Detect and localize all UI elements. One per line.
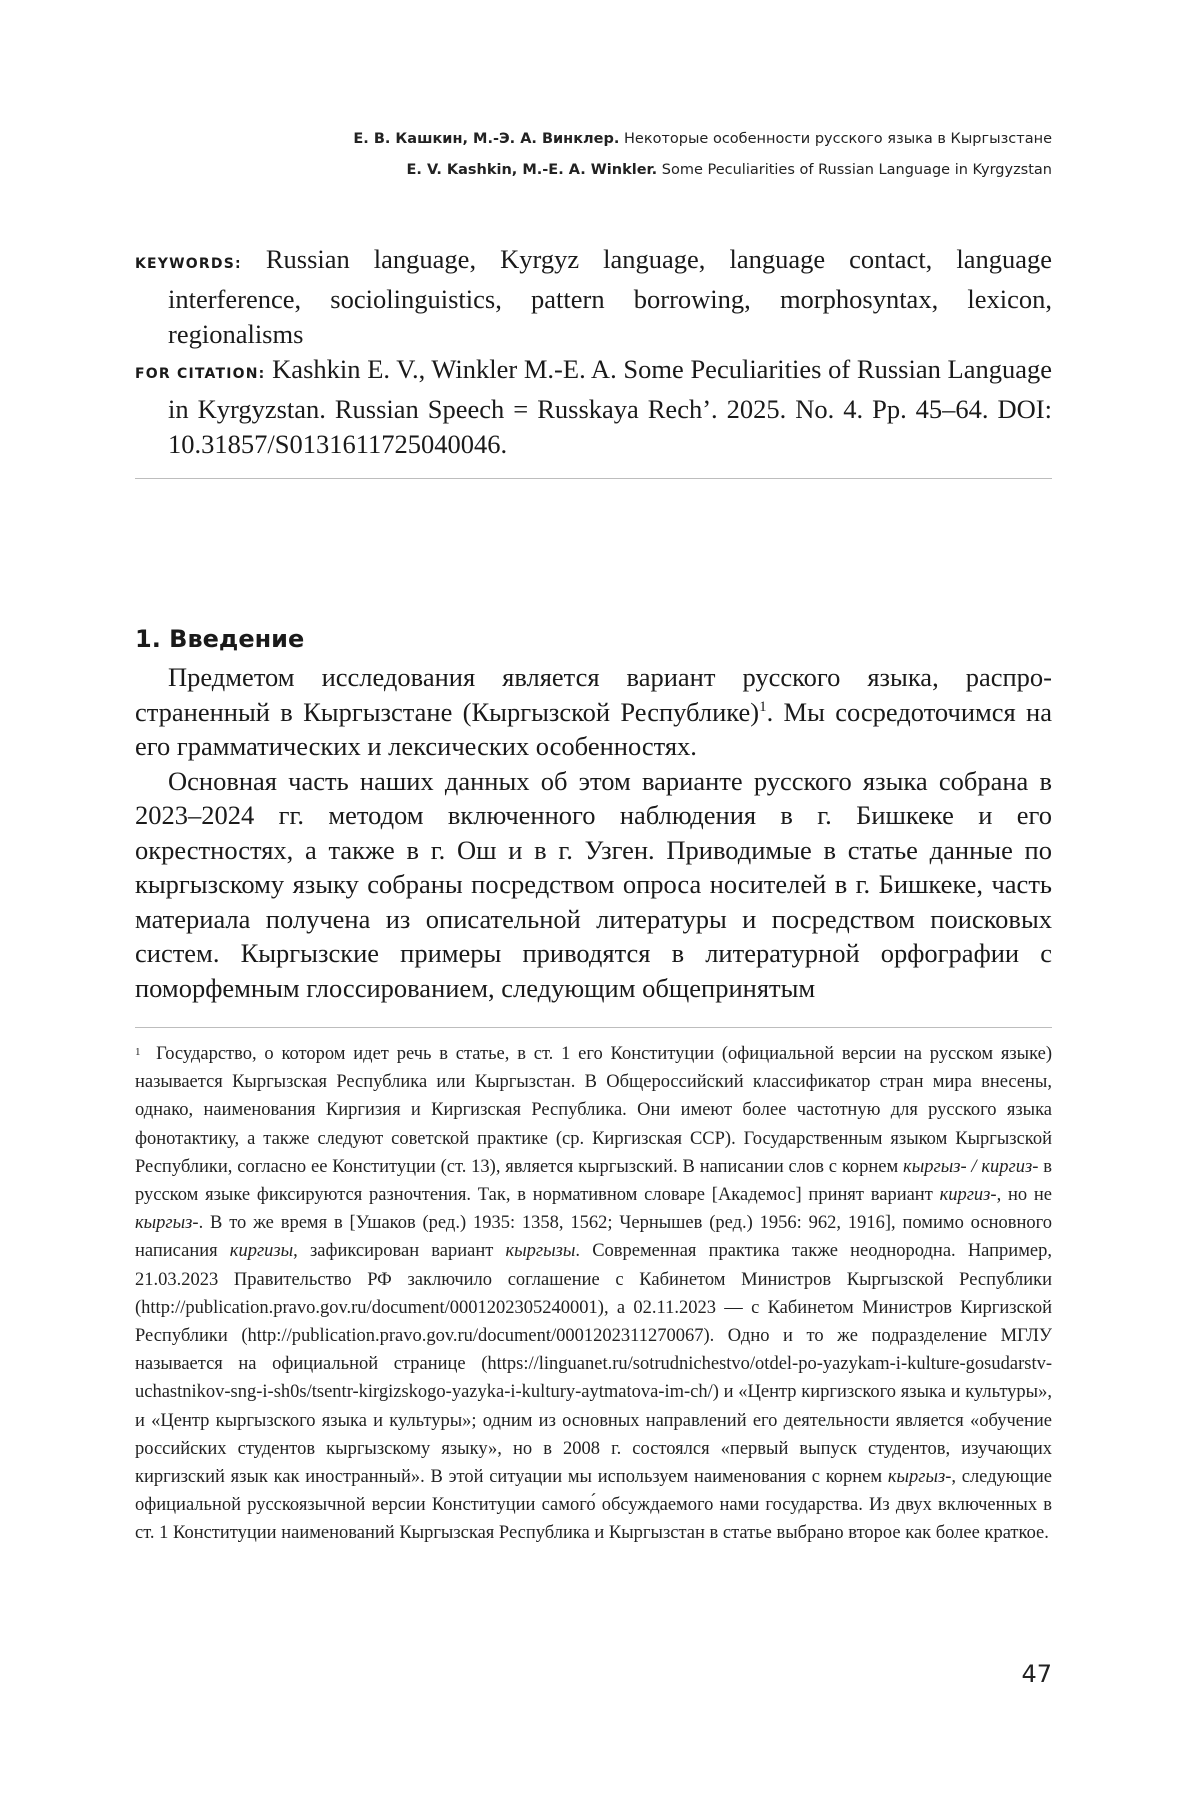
running-head-en-title: Some Peculiarities of Russian Language in Kyrgyzstan xyxy=(661,162,1052,178)
body-paragraph-2: Основная часть наших данных об этом варианте русского языка собрана в 2023–2024 гг. методом включенного наблюдения в г. Бишкеке и его окрестностях, а также в г. Ош и в г. Узген. Приводимые в статье данные по кыргызскому языку собраны посредством опроса носителей в г. Бишкеке, часть материала получена из описательной литературы и посредством поисковых систем. Кыргызские примеры приводятся в литературной орфографии с поморфемным глоссированием, следующим общепринятым xyxy=(135,765,1052,1003)
footnote xyxy=(135,1040,1052,1548)
body-paragraph-1-text-a: Предметом исследования является вариант русского языка, распространенный в Кыргызстане (Кыргызской Республике) xyxy=(135,662,1052,727)
meta-divider xyxy=(135,478,1052,479)
page-number: 47 xyxy=(1021,1660,1052,1688)
footnote-reference[interactable]: 1 xyxy=(759,698,767,715)
section-body xyxy=(135,660,1052,1005)
body-paragraph-1 xyxy=(135,660,1052,764)
footnote-segment: , зафиксирован вариант xyxy=(293,1241,506,1262)
article-meta xyxy=(135,242,1052,462)
citation xyxy=(135,352,1052,462)
footnote-italic: киргиз- xyxy=(939,1185,997,1206)
running-head-ru-authors: Е. В. Кашкин, М.-Э. А. Винклер. xyxy=(353,131,620,147)
footnote-segment: , следующие официальной русскоязычной версии Конституции самого́ обсуждаемого нами государства. Из двух включенных в ст. 1 Конституции наименований Кыргызская Республика и Кыргызстан в статье выбрано второе как более краткое. xyxy=(135,1467,1052,1544)
running-head-ru-title: Некоторые особенности русского языка в Кыргызстане xyxy=(624,131,1052,147)
section-heading: 1. Введение xyxy=(135,625,305,653)
footnote-segment: в русском языке фиксируются разночтения. Так, в нормативном словаре [Академос] принят вариант xyxy=(135,1156,1052,1206)
running-head xyxy=(353,124,1052,186)
running-head-ru xyxy=(353,124,1052,155)
body-paragraph-1-text-b: . Мы сосредоточимся на его грамматических и лексических особенностях. xyxy=(135,696,1052,761)
footnote-italic: кыргыз- xyxy=(887,1467,952,1488)
footnote-italic: кыргыз- xyxy=(135,1213,199,1234)
footnote-divider xyxy=(135,1027,1052,1028)
keywords xyxy=(135,242,1052,352)
footnote-segment: Государство, о котором идет речь в статье, в ст. 1 его Конституции (официальной версии на русском языке) называется Кыргызская Республика или Кыргызстан. В Общероссийский классификатор стран мира внесены, однако, наименования Киргизия и Киргизская Республика. Они имеют более частотную для русского языка фонотактику, а также следуют советской практике (ср. Киргизская ССР). Государственным языком Кыргызской Республики, согласно ее Конституции (ст. 13), является кыргызский. В написании слов с корнем xyxy=(135,1044,1053,1177)
footnote-segment: , но не xyxy=(996,1185,1052,1206)
footnote-segment: . Современная практика также неоднородна. Например, 21.03.2023 Правительство РФ заключило соглашение с Кабинетом Министров Кыргызской Республики (http://publication.pravo.gov.ru/document/0001202305240001), а 02.11.2023 — с Кабинетом Министров Киргизской Республики (http://publication.pravo.gov.ru/document/0001202311270067). Одно и то же подразделение МГЛУ называется на официальной странице (https://linguanet.ru/​sotrudnichestvo/​otdel-po-yazykam-i-kulture-gosudarstv-uchastnikov-sng-i-sh0s/​tsentr-kirgizskogo-​yazyka-i-kultury-aytmatova-im-ch/) и «Центр киргизского языка и культуры», и «Центр кыргызского языка и культуры»; одним из основных направлений его деятельности является «обучение российских студентов кыргызскому языку», но в 2008 г. состоялся «первый выпуск студентов, изучающих киргизский язык как иностранный». В этой ситуации мы используем наименования с корнем xyxy=(135,1241,1052,1488)
keywords-text: Russian language, Kyrgyz language, language contact, language interference, sociolinguistics, pattern borrowing, morphosyntax, lexicon, regionalisms xyxy=(168,244,1052,349)
footnote-segment: . В то же время в [Ушаков (ред.) 1935: 1358, 1562; Чернышев (ред.) 1956: 962, 1916], помимо основного написания xyxy=(135,1213,1052,1262)
running-head-en xyxy=(353,155,1052,186)
footnote-mark: 1 xyxy=(135,1046,141,1058)
running-head-en-authors: E. V. Kashkin, M.-E. A. Winkler. xyxy=(406,162,658,178)
footnote-italic: киргизы xyxy=(229,1241,294,1262)
footnote-text xyxy=(135,1040,1052,1548)
citation-label: FOR CITATION: xyxy=(135,366,266,382)
keywords-label: KEYWORDS: xyxy=(135,256,242,272)
footnote-italic: кыргыз- / киргиз- xyxy=(903,1156,1039,1177)
citation-text: Kashkin E. V., Winkler M.-E. A. Some Peculiarities of Russian Language in Kyrgyzstan. Russian Speech = Russkaya Rech’. 2025. No. 4. Pp. 45–64. DOI: 10.31857/S0131611725040046. xyxy=(168,354,1052,459)
footnote-italic: кыргызы xyxy=(505,1241,576,1262)
